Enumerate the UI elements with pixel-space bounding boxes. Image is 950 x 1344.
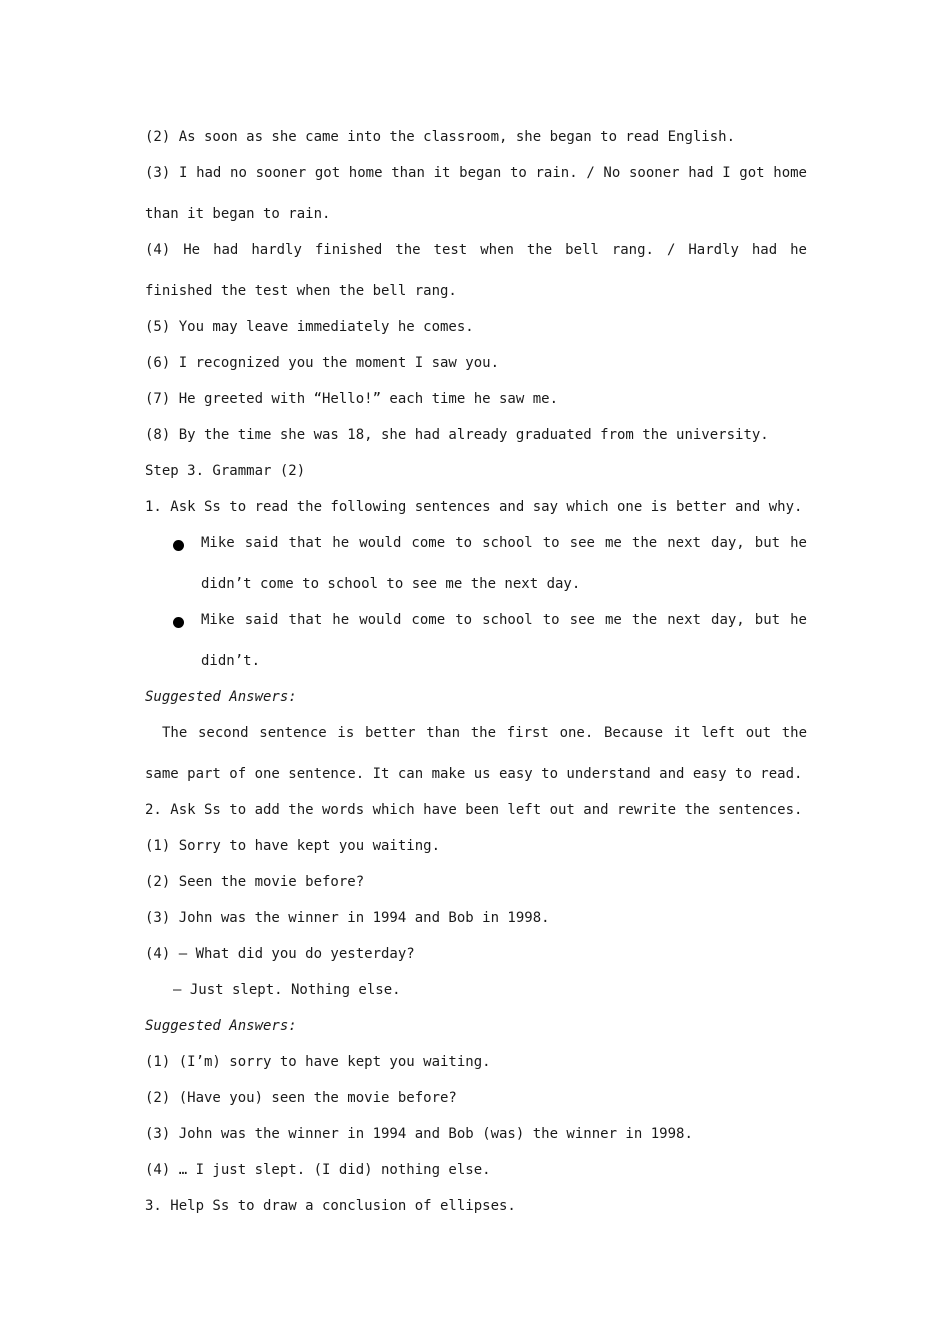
question-2: (2) Seen the movie before?	[145, 874, 365, 890]
bullet-sentence-2-line2: didn’t.	[201, 653, 261, 669]
example-sentence-7: (7) He greeted with “Hello!” each time he saw me.	[145, 391, 559, 407]
question-3: (3) John was the winner in 1994 and Bob in 1998.	[145, 910, 550, 926]
bullet-sentence-1	[145, 532, 807, 573]
bullet-sentence-2	[145, 609, 807, 650]
bullet-sentence-1-line1: Mike said that he would come to school to see me the next day, but he	[201, 535, 807, 551]
answer-1-line1: The second sentence is better than the first one. Because it left out the	[162, 725, 807, 741]
task-3-instruction: 3. Help Ss to draw a conclusion of ellipses.	[145, 1198, 516, 1214]
example-sentence-8: (8) By the time she was 18, she had already graduated from the university.	[145, 427, 769, 443]
bullet-dot-icon	[173, 540, 184, 551]
question-4-line1: (4) – What did you do yesterday?	[145, 946, 415, 962]
answer-1-line2: same part of one sentence. It can make us easy to understand and easy to read.	[145, 766, 803, 782]
answer-q4: (4) … I just slept. (I did) nothing else.	[145, 1162, 491, 1178]
question-4-line2: – Just slept. Nothing else.	[173, 982, 401, 998]
suggested-answers-label-2: Suggested Answers:	[145, 1018, 297, 1034]
suggested-answers-label-1: Suggested Answers:	[145, 689, 297, 705]
step-3-heading: Step 3. Grammar (2)	[145, 463, 306, 479]
question-1: (1) Sorry to have kept you waiting.	[145, 838, 441, 854]
answer-q1: (1) (I’m) sorry to have kept you waiting.	[145, 1054, 491, 1070]
bullet-dot-icon	[173, 617, 184, 628]
example-sentence-2: (2) As soon as she came into the classroom, she began to read English.	[145, 129, 736, 145]
task-2-instruction: 2. Ask Ss to add the words which have been left out and rewrite the sentences.	[145, 802, 803, 818]
example-sentence-5: (5) You may leave immediately he comes.	[145, 319, 474, 335]
example-sentence-3-line2: than it began to rain.	[145, 206, 331, 222]
example-sentence-4-line1: (4) He had hardly finished the test when the bell rang. / Hardly had he	[145, 242, 807, 258]
answer-q2: (2) (Have you) seen the movie before?	[145, 1090, 457, 1106]
document-body	[145, 126, 807, 1231]
answer-q3: (3) John was the winner in 1994 and Bob (was) the winner in 1998.	[145, 1126, 693, 1142]
task-1-instruction: 1. Ask Ss to read the following sentences and say which one is better and why.	[145, 499, 803, 515]
bullet-sentence-2-line1: Mike said that he would come to school to see me the next day, but he	[201, 612, 807, 628]
example-sentence-4-line2: finished the test when the bell rang.	[145, 283, 457, 299]
bullet-sentence-1-line2: didn’t come to school to see me the next day.	[201, 576, 581, 592]
example-sentence-3-line1: (3) I had no sooner got home than it began to rain. / No sooner had I got home	[145, 165, 807, 181]
example-sentence-6: (6) I recognized you the moment I saw you.	[145, 355, 500, 371]
